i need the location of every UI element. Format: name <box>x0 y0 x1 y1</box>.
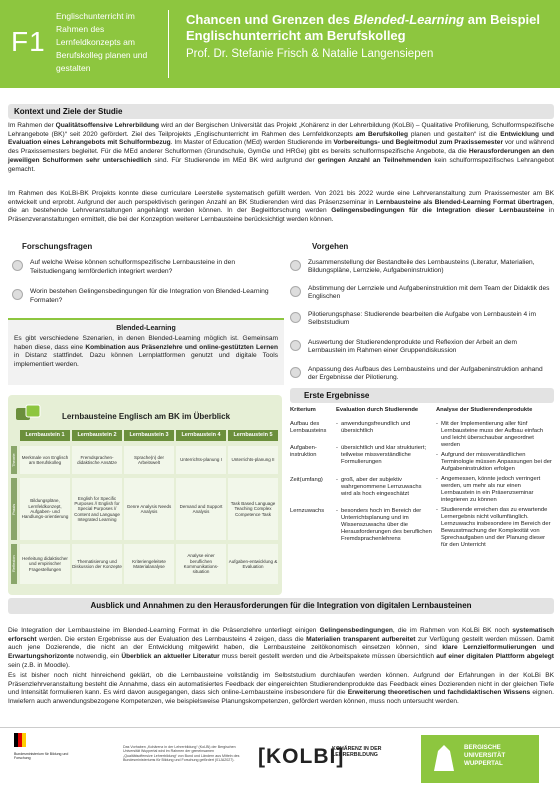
row-label-theory: Theorie <box>11 446 17 474</box>
bullet-circle-icon <box>290 340 301 351</box>
header <box>0 0 560 88</box>
results-col-students: Evaluation durch Studierende <box>336 407 419 413</box>
bullet-circle-icon <box>290 260 301 271</box>
poster-subtitle: Englischunterricht im Rahmen des Lernfeldkonzepts am Berufskolleg planen und gestalten <box>56 11 148 73</box>
header-divider <box>168 10 169 78</box>
federal-eagle-icon <box>14 733 26 747</box>
section-context-heading: Kontext und Ziele der Studie <box>8 104 554 119</box>
kolbi-logo-subtitle: KOHÄRENZ IN DER LEHRERBILDUNG <box>332 746 382 759</box>
module-cell: Aufgaben-entwicklung & Evaluation <box>228 544 278 584</box>
module-header-1: Lernbaustein 1 <box>20 430 70 441</box>
module-cell: Sprache(n) der Arbeitswelt <box>124 446 174 474</box>
procedure-item-5: Anpassung des Aufbaus des Lernbausteins und der Aufgabeninstruktion anhand der Ergebnisse der Pilotierung. <box>290 366 552 382</box>
results-col-analysis: Analyse der Studierendenprodukte <box>436 407 533 413</box>
procedure-item-2: Abstimmung der Lernziele und Aufgabeninstruktion mit dem Team der Didaktik des Englischen <box>290 285 552 301</box>
research-question-1: Auf welche Weise können schulformspezifische Lernbausteine in den Teilstudiengang lernförderlich integriert werden? <box>12 259 280 276</box>
context-paragraph-2: Im Rahmen des KoLBi-BK Projekts konnte diese curriculare Leerstelle systematisch gefüllt werden. Von 2021 bis 2022 wurde eine Lehrveranstaltung zum Praxissemester am BK entwickelt und erprobt. Aufgrund der auch perspektivisch geringen Anzahl an BK Studierenden wird das Präsenzseminar in Lernbausteine als Blended-Learning Format übertragen, die an bestehende Lehrveranstaltungen angehängt werden können. In der Begleitforschung werden Gelingensbedingungen für die Integration dieser Lernbausteine in Präsenzveranstaltungen ermittelt, die bei der Konzeption weiterer Lernbausteine berücksichtigt werden können. <box>8 190 554 224</box>
context-paragraph-1: Im Rahmen der Qualitätsoffensive Lehrerbildung wird an der Bergischen Universität das Projekt „Kohärenz in der Lehrerbildung (KoLBi) – Qualitative Profilierung, Schulformspezifische Lehrangebote (BK)“ seit 2020 gefördert. Ziel des Teilprojekts „Englischunterricht im Rahmen des Lernfeldkonzepts am Berufskolleg planen und gestalten“ ist die Entwicklung und Evaluation eines Lehrangebots mit Schulformbezug. Im Master of Education (MEd) werden Studierende im Vorbereitungs- und Begleitmodul zum Praxissemester vor und während des Praxissemesters begleitet. Für die MEd anderer Schulformen (Grundschule, GymGe und HRGe) gibt es bereits schulformspezifische Angebote, da die Herausforderungen an den jeweiligen Schulformen sehr unterschiedlich sind. Für Studierende im MEd BK wird aufgrund der geringen Anzahl an Teilnehmenden kein schulformspezifisches Lehrangebot gemacht. <box>8 122 555 173</box>
blended-learning-box <box>8 318 284 385</box>
module-header-5: Lernbaustein 5 <box>228 430 278 441</box>
module-cell: Thematisierung und Diskussion der Konzepte <box>72 544 122 584</box>
module-cell: Genre Analysis Needs Analysis <box>124 478 174 540</box>
outlook-paragraph-2: Es ist bisher noch nicht hinreichend geklärt, ob die Lernbausteine vollständig im Selbststudium durchlaufen werden können. Aufgrund der Erfahrungen in der KoLBi BK Präsenzlehrveranstaltung besteht die Annahme, dass ein automatisiertes Feedback der eingereichten Studierendenprodukte das Feedback eines Dozierenden nicht in der gleichen Tiefe und Intensität formulieren kann. Es wird davon ausgegangen, dass sich online-Lernbausteine insbesondere für die Erweiterung theoretischen und fachdidaktischen Wissens eignen. Inwiefern auch anwendungsbezogene Kompetenzen, wie beispielsweise Planungskompetenzen, gefördert werden können, muss noch untersucht werden. <box>8 672 555 706</box>
modules-icon <box>14 402 44 424</box>
module-cell: Analyse einer beruflichen Kommunikations-situation <box>176 544 226 584</box>
row-label-reflection: Reflexion <box>11 544 17 584</box>
bullet-circle-icon <box>290 312 301 323</box>
table-row: Aufgaben-instruktion - übersichtlich und klar strukturiert; teilweise missverständliche Formulierungen <box>288 443 554 475</box>
blended-learning-text: Es gibt verschiedene Szenarien, in denen Blended-Learning möglich ist. Gemeinsam haben diese, dass eine Kombination aus Präsenzlehre und online-gestützten Lernen in Distanz stattfindet. Dazu können Lernplattformen genutzt und digitale Tools implementiert werden. <box>14 335 278 368</box>
authors: Prof. Dr. Stefanie Frisch & Natalie Langensiepen <box>186 48 434 60</box>
poster-title: Chancen und Grenzen des Blended-Learning am Beispiel Englischunterricht am Berufskolleg <box>186 12 540 43</box>
module-header-4: Lernbaustein 4 <box>176 430 226 441</box>
module-cell: Unterrichts-planung II <box>228 446 278 474</box>
module-cell: Unterrichts-planung I <box>176 446 226 474</box>
bullet-circle-icon <box>12 260 23 271</box>
funding-note: Das Vorhaben „Kohärenz in der Lehrerbildung“ (KoLBi) der Bergischen Universität Wuppertal wird im Rahmen der gemeinsamen „Qualitätsoffensive Lehrerbildung“ von Bund und Ländern aus Mitteln des Bundesministeriums für Bildung und Forschung gefördert (01JA2027). <box>123 745 240 762</box>
module-cell: Kriteriengeleitete Materialanalyse <box>124 544 174 584</box>
row-label-practice: Praxis <box>11 478 17 540</box>
procedure-item-3: Pilotierungsphase: Studierende bearbeiten die Aufgabe von Lernbaustein 4 im Selbststudium <box>290 311 552 327</box>
bmbf-logo-text: Bundesministerium für Bildung und Forschung <box>14 752 69 761</box>
procedure-heading: Vorgehen <box>312 242 349 251</box>
procedure-item-1: Zusammenstellung der Bestandteile des Lernbausteins (Literatur, Materialien, Bildungspläne, Lernziele, Aufgabeninstruktion) <box>290 259 552 275</box>
outlook-paragraph-1: Die Integration der Lernbausteine im Blended-Learning Format in die Präsenzlehre unterliegt einigen Gelingensbedingungen, die im Rahmen von KoLBi BK noch systematisch erforscht werden. Die ersten Ergebnisse aus der Evaluation des Lernbausteins 4 zeigen, dass die Materialien transparent aufbereitet zur Verfügung gestellt werden müssen. Damit auch jene Dozierende, die nicht an der Entwicklung mitgewirkt haben, die Lernbausteine zeitökonomisch einsetzen können, sind klare Lernzielformulierungen und Erwartungshorizonte notwendig, ein Überblick an aktueller Literatur muss bereit gestellt werden und die Arbeitspakete müssen übersichtlich auf einer digitalen Plattform abgelegt sein (z.B. in Moodle). <box>8 627 554 669</box>
bullet-circle-icon <box>12 289 23 300</box>
table-row: Zeit(umfang) - groß, aber der subjektiv wahrgenommene Lernzuwachs wird als hoch eingeschätzt <box>288 475 554 507</box>
kolbi-logo: [KOLBI] <box>258 745 345 768</box>
results-table <box>288 405 554 554</box>
module-cell: Task Based Language Teaching Complex Competence Task <box>228 478 278 540</box>
university-lion-icon <box>430 741 458 775</box>
university-name: BERGISCHE UNIVERSITÄT WUPPERTAL <box>464 744 506 767</box>
outlook-heading: Ausblick und Annahmen zu den Herausforderungen für die Integration von digitalen Lernbausteinen <box>8 598 554 614</box>
bullet-circle-icon <box>290 367 301 378</box>
research-question-2: Worin bestehen Gelingensbedingungen für die Integration von Blended-Learning Formaten? <box>12 288 280 305</box>
results-heading: Erste Ergebnisse <box>290 388 554 403</box>
module-cell: Merkmale von Englisch am Berufskolleg <box>20 446 70 474</box>
module-header-2: Lernbaustein 2 <box>72 430 122 441</box>
table-row: Aufbau des Lernbausteins - anwendungsfreundlich und übersichtlich - Mit der Implementierung aller fünf Lernbausteine muss der Aufbau einfach und leicht überschaubar angeordnet werden - Aufgrund der missverständlichen Terminologie müssen Anpassungen bei der Aufgabeninstruktion erfolgen - Angemessen, könnte jedoch verringert werden, um mehr als nur einen Lernbaustein in ein Präsenzseminar integrieren zu können - Studierende erreichen das zu erwartende Lernergebnis nicht vollumfänglich. Lernzuwachs insbesondere im Bereich der Bewusstmachung der Komplexität von Sprechaufgaben und der Planung dieser für den Unterricht <box>288 419 554 443</box>
poster-code: F1 <box>11 26 46 57</box>
blended-learning-heading: Blended-Learning <box>116 325 176 332</box>
module-cell: Herleitung didaktischer und empirischer Fragestellungen <box>20 544 70 584</box>
module-cell: English for Specific Purposes // English for Special Purposes // Content and Language Integrated Learning <box>72 478 122 540</box>
research-questions-heading: Forschungsfragen <box>22 242 93 251</box>
procedure-item-4: Auswertung der Studierendenprodukte und Reflexion der Arbeit an dem Lernbaustein im Rahmen einer Gruppendiskussion <box>290 339 552 355</box>
module-cell: Demand and Support Analysis <box>176 478 226 540</box>
results-col-criterion: Kriterium <box>290 407 316 413</box>
module-header-3: Lernbaustein 3 <box>124 430 174 441</box>
table-row: Lernzuwachs - besonders hoch im Bereich der Unterrichtsplanung und im Wissenszuwachs über die Herausforderungen des beruflichen Fremdsprachenlehrens <box>288 506 554 554</box>
modules-title: Lernbausteine Englisch am BK im Überblick <box>62 412 231 421</box>
module-cell: Bildungspläne, Lernfeldkonzept, Aufgaben- und Handlungs-orientierung <box>20 478 70 540</box>
bullet-circle-icon <box>290 286 301 297</box>
module-cell: Fremdsprachen-didaktische Ansätze <box>72 446 122 474</box>
